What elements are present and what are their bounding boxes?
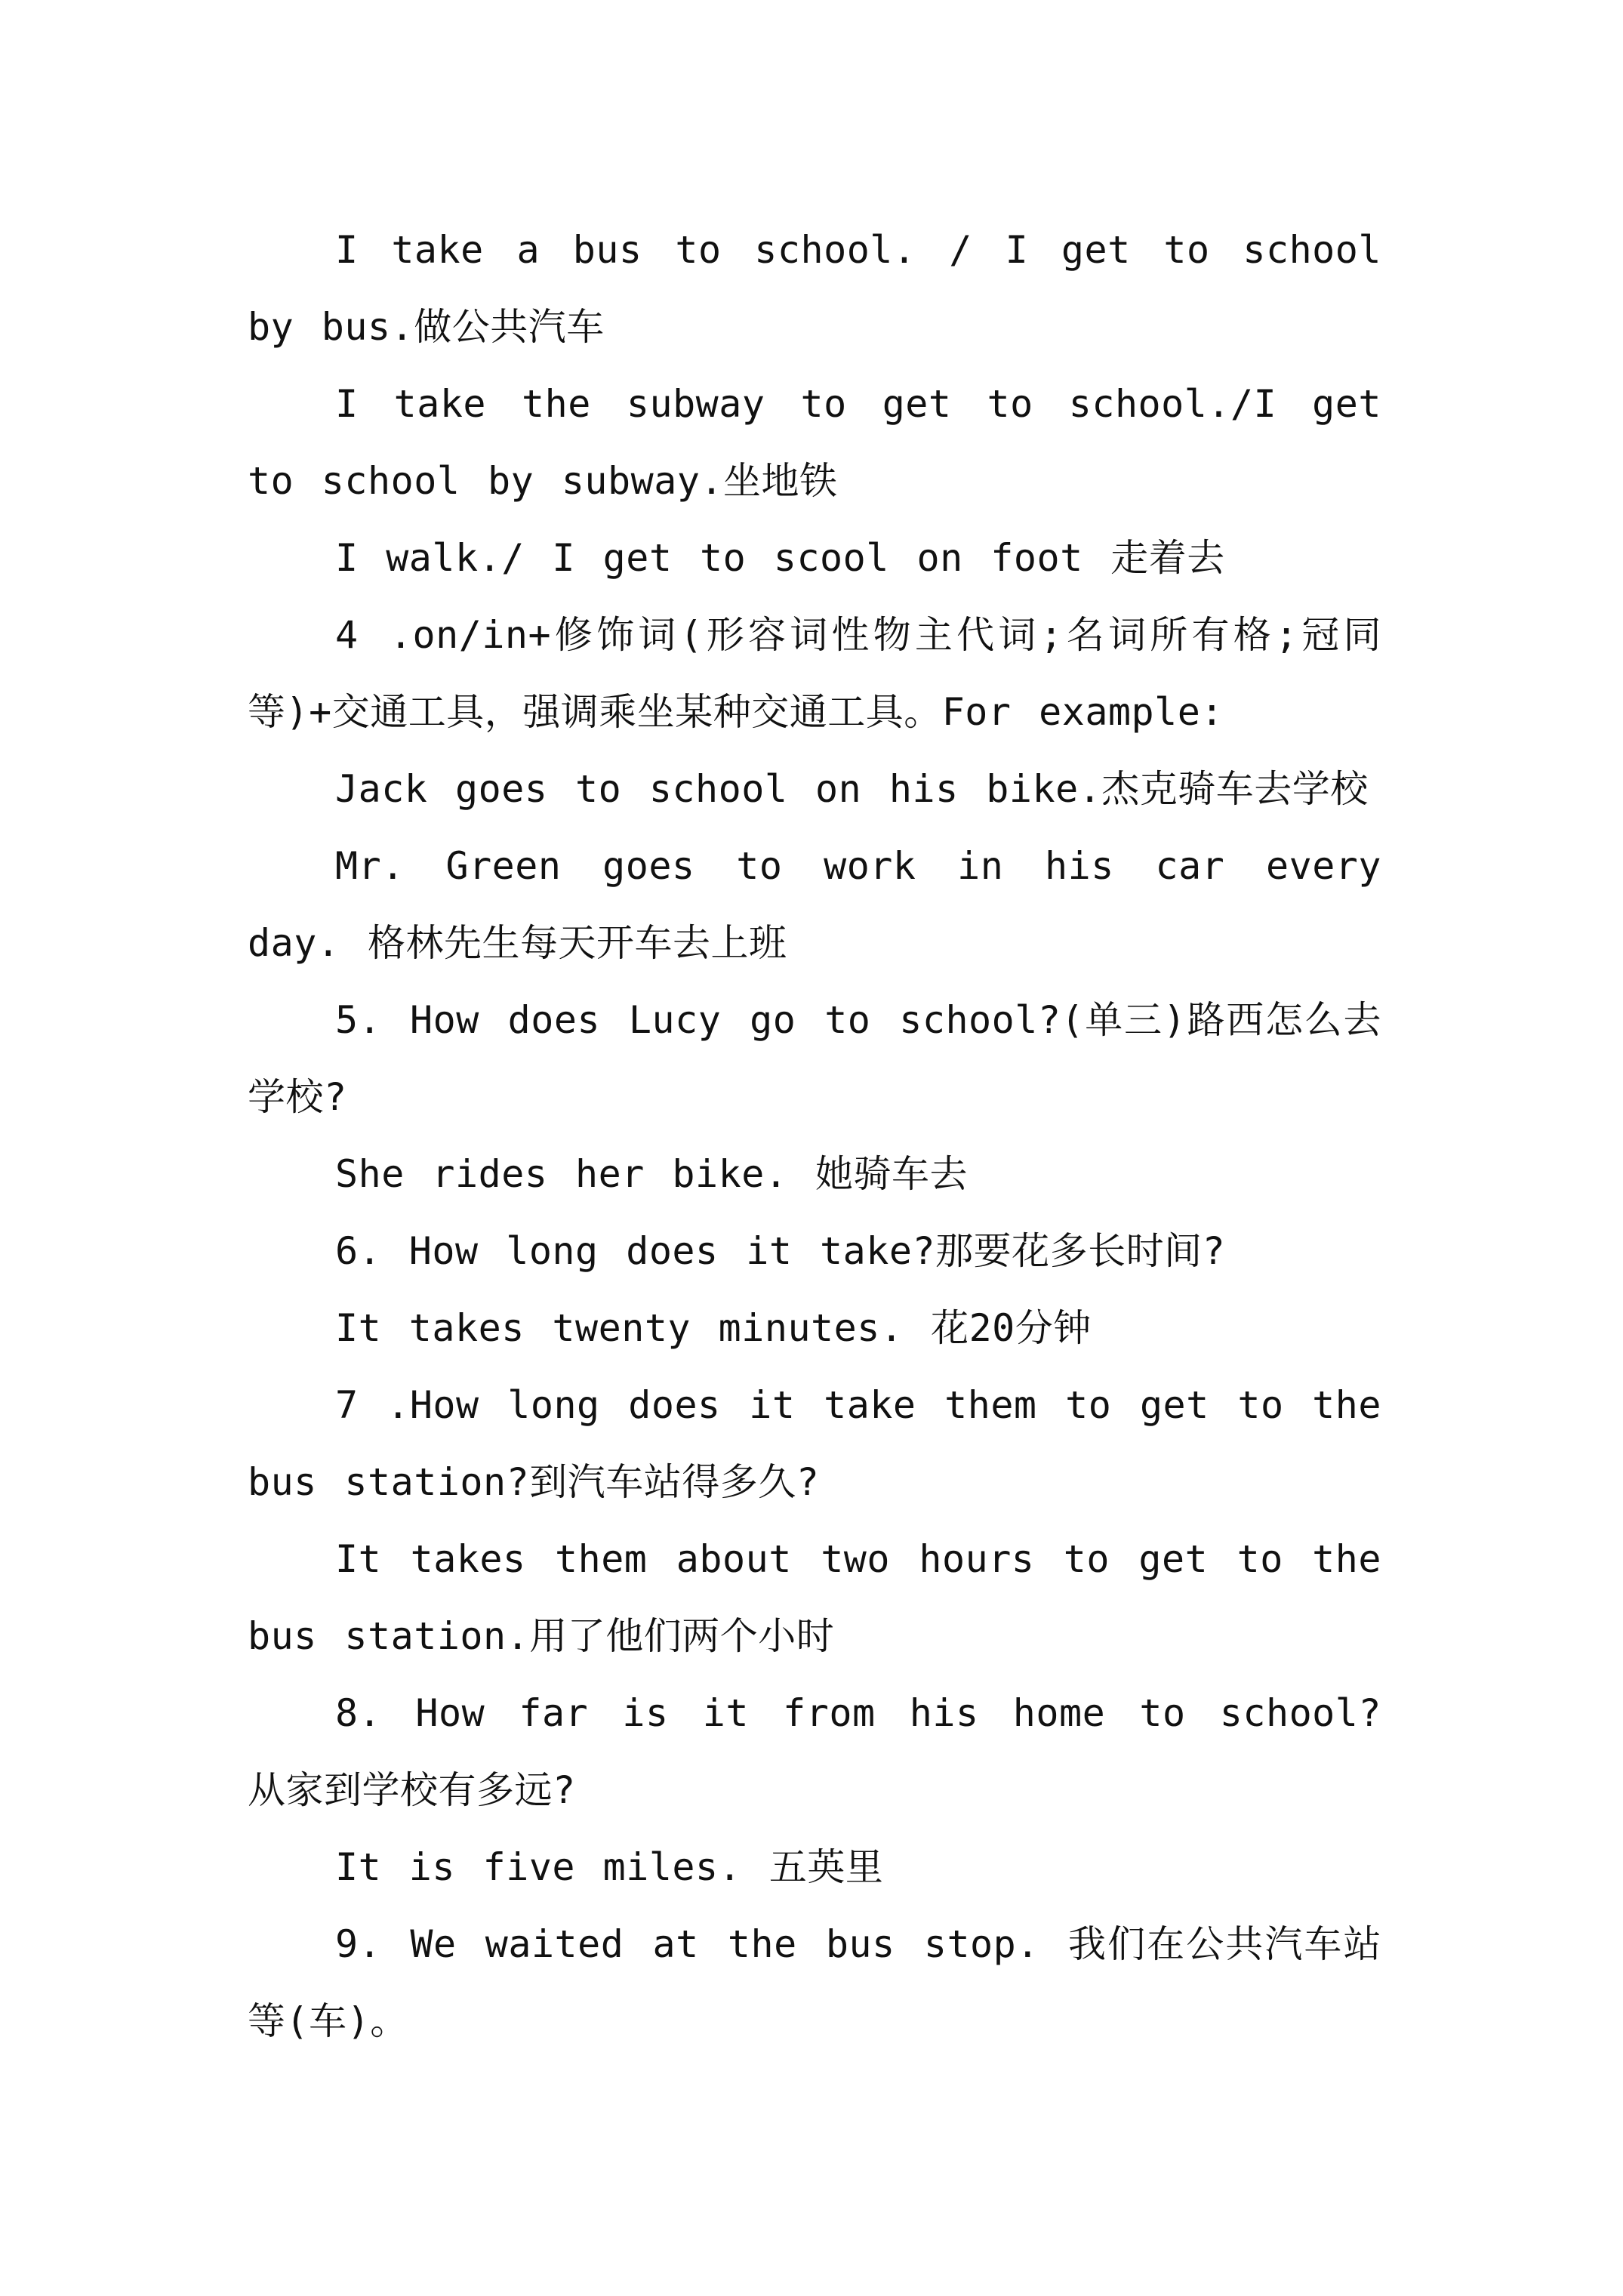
paragraph-point-7: 7 .How long does it take them to get to the bus station?到汽车站得多久? bbox=[248, 1383, 1381, 1504]
paragraph-walk: I walk./ I get to scool on foot 走着去 bbox=[335, 536, 1225, 580]
paragraph-bike-answer: She rides her bike. 她骑车去 bbox=[335, 1152, 969, 1196]
paragraph-point-6: 6. How long does it take?那要花多长时间? bbox=[335, 1229, 1226, 1273]
paragraph-hours-answer: It takes them about two hours to get to the bus station.用了他们两个小时 bbox=[248, 1537, 1381, 1658]
paragraph-bus: I take a bus to school. / I get to school by bus.做公共汽车 bbox=[248, 228, 1381, 349]
paragraph-jack-example: Jack goes to school on his bike.杰克骑车去学校 bbox=[335, 767, 1369, 811]
paragraph-point-9: 9. We waited at the bus stop. 我们在公共汽车站等(车)。 bbox=[248, 1922, 1381, 2043]
document-body bbox=[248, 211, 1381, 2060]
paragraph-minutes-answer: It takes twenty minutes. 花20分钟 bbox=[335, 1306, 1092, 1350]
paragraph-green-example: Mr. Green goes to work in his car every day. 格林先生每天开车去上班 bbox=[248, 844, 1381, 965]
paragraph-miles-answer: It is five miles. 五英里 bbox=[335, 1845, 884, 1889]
paragraph-subway: I take the subway to get to school./I get to school by subway.坐地铁 bbox=[248, 382, 1381, 503]
paragraph-point-4: 4 .on/in+修饰词(形容词性物主代词;名词所有格;冠同等)+交通工具，强调乘坐某种交通工具。For example: bbox=[248, 613, 1381, 734]
paragraph-point-8: 8. How far is it from his home to school? 从家到学校有多远? bbox=[248, 1691, 1381, 1812]
paragraph-point-5: 5. How does Lucy go to school?(单三)路西怎么去学校? bbox=[248, 998, 1381, 1119]
